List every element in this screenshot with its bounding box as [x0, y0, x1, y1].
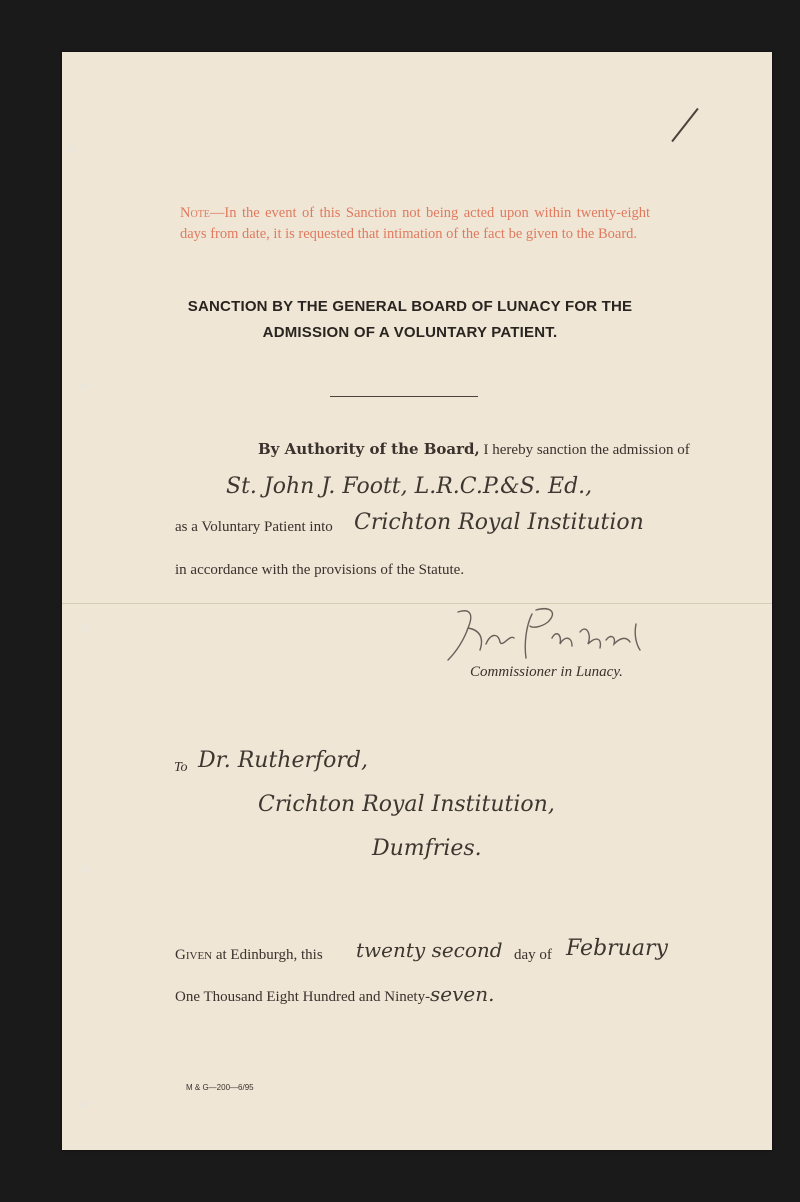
- authority-line: [258, 440, 690, 459]
- authority-text: I hereby sanction the admission of: [483, 442, 690, 458]
- signature: [440, 604, 660, 669]
- institution-name: Crichton Royal Institution: [354, 510, 644, 535]
- divider: [330, 396, 478, 397]
- title-line-2: ADMISSION OF A VOLUNTARY PATIENT.: [262, 324, 558, 341]
- commissioner-caption: Commissioner in Lunacy.: [470, 664, 623, 680]
- year-text: One Thousand Eight Hundred and Ninety-: [175, 989, 431, 1005]
- given-at: at Edinburgh, this: [215, 947, 323, 963]
- addressee-line-1: Dr. Rutherford,: [198, 748, 368, 773]
- given-day: twenty second: [356, 938, 503, 962]
- statute-line: in accordance with the provisions of the Statute.: [175, 562, 465, 578]
- printer-imprint: M & G—200—6/95: [186, 1083, 254, 1092]
- patient-name: St. John J. Foott, L.R.C.P.&S. Ed.,: [226, 474, 593, 499]
- year-hand: seven.: [430, 982, 495, 1006]
- voluntary-prefix: as a Voluntary Patient into: [175, 519, 333, 535]
- note-text: [180, 203, 650, 245]
- note-body: —In the event of this Sanction not being acted upon within twenty-eight days from date, it is requested that intimation of the fact be given to the Board.: [180, 205, 650, 242]
- addressee-line-3: Dumfries.: [372, 836, 482, 861]
- to-label: To: [174, 760, 188, 775]
- day-of-label: day of: [514, 947, 552, 963]
- page-title: [150, 294, 670, 346]
- addressee-line-2: Crichton Royal Institution,: [258, 792, 555, 817]
- signature-drawing: [440, 604, 660, 664]
- given-line: [175, 947, 323, 964]
- title-line-1: SANCTION BY THE GENERAL BOARD OF LUNACY FOR THE: [187, 298, 633, 315]
- fold-line: [62, 603, 772, 604]
- note-label: Note: [180, 205, 210, 221]
- given-label: Given: [175, 947, 213, 963]
- authority-gothic: By Authority of the Board,: [258, 440, 480, 458]
- given-month: February: [566, 936, 668, 961]
